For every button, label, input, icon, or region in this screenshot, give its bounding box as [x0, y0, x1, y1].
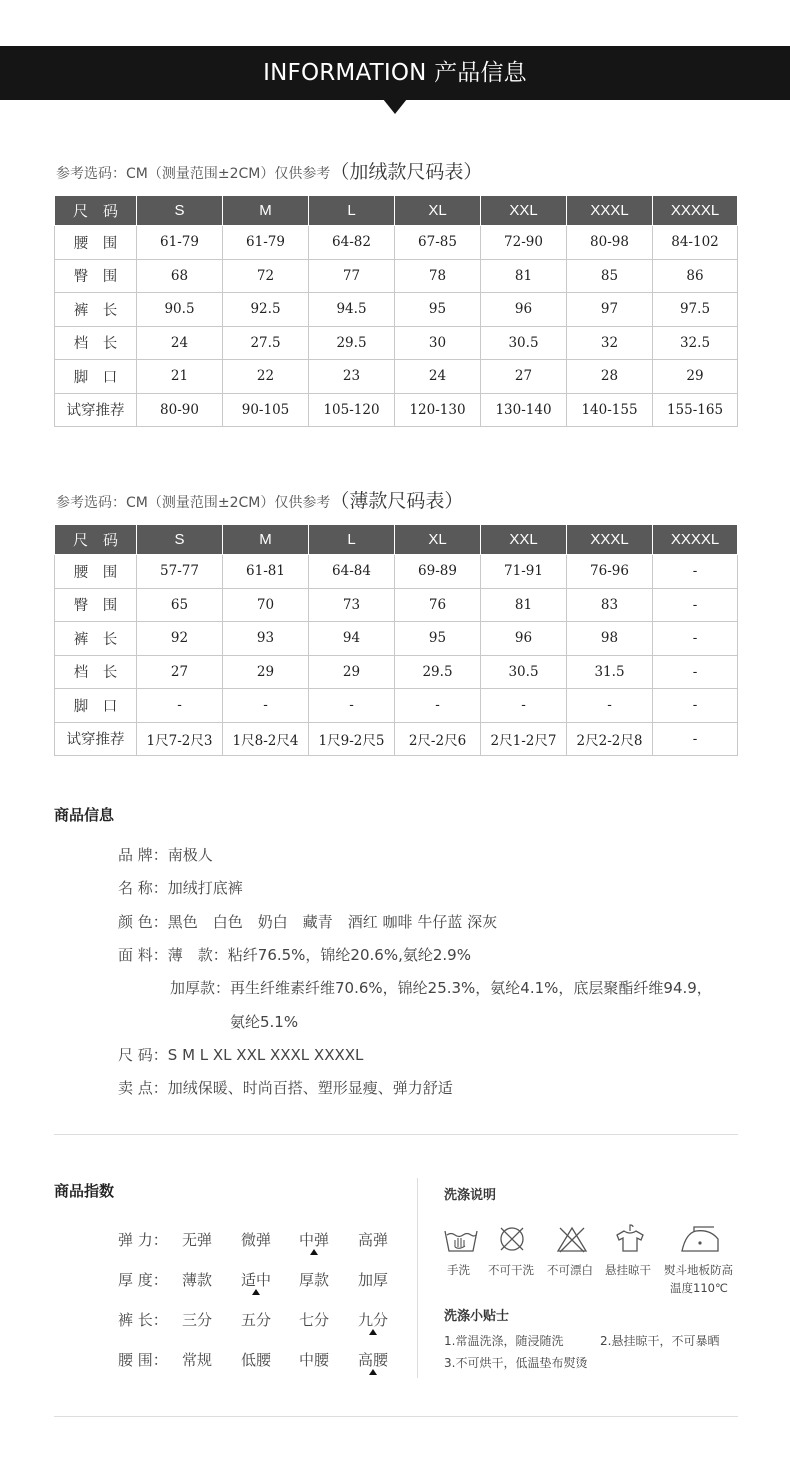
name-value: 加绒打底裤 — [167, 879, 243, 897]
index-option: 中腰 — [299, 1351, 330, 1369]
table-cell: 76 — [395, 588, 481, 622]
table-cell: 92 — [137, 622, 223, 656]
index-option: 厚款 — [299, 1271, 330, 1289]
brand-label: 品 牌： — [118, 846, 168, 864]
bottom-divider — [54, 1416, 738, 1417]
thin-header-row — [55, 525, 738, 555]
table-cell: 96 — [481, 622, 567, 656]
size-col-header: S — [137, 525, 223, 555]
index-label: 厚 度： — [118, 1271, 168, 1289]
index-label: 弹 力： — [118, 1231, 168, 1249]
fleece-caption-title: （加绒款尺码表） — [330, 161, 483, 183]
table-cell: 30.5 — [481, 655, 567, 689]
table-cell: 78 — [395, 259, 481, 293]
wash-tip-2: 2.悬挂晾干，不可暴晒 — [600, 1334, 720, 1348]
info-fabric — [118, 944, 471, 965]
table-cell: - — [481, 689, 567, 723]
table-cell: 90-105 — [223, 393, 309, 427]
size-col-header: XXXL — [567, 196, 653, 226]
index-option: 高腰 — [358, 1351, 389, 1369]
table-row — [55, 722, 738, 756]
selected-marker-icon — [369, 1329, 377, 1335]
table-cell: - — [653, 689, 738, 723]
index-option: 七分 — [299, 1311, 330, 1329]
table-cell: 105-120 — [309, 393, 395, 427]
table-cell: - — [567, 689, 653, 723]
table-cell: 2尺-2尺6 — [395, 722, 481, 756]
table-cell: 57-77 — [137, 555, 223, 589]
table-cell: 27.5 — [223, 326, 309, 360]
table-cell: 130-140 — [481, 393, 567, 427]
no-bleach-label: 不可漂白 — [547, 1263, 593, 1277]
table-cell: 21 — [137, 360, 223, 394]
table-cell: 67-85 — [395, 226, 481, 260]
table-cell: 32.5 — [653, 326, 738, 360]
no-bleach-icon — [556, 1225, 588, 1253]
hang-dry-label: 悬挂晾干 — [605, 1263, 651, 1277]
table-cell: 27 — [137, 655, 223, 689]
table-cell: 81 — [481, 588, 567, 622]
table-cell: 140-155 — [567, 393, 653, 427]
table-cell: 93 — [223, 622, 309, 656]
row-label: 腰 围 — [55, 226, 137, 260]
index-option: 加厚 — [358, 1271, 389, 1289]
index-option: 三分 — [182, 1311, 213, 1329]
table-cell: 73 — [309, 588, 395, 622]
vertical-divider — [417, 1178, 418, 1378]
table-cell: - — [395, 689, 481, 723]
info-name — [118, 877, 243, 898]
info-sizes — [118, 1044, 363, 1065]
index-option: 适中 — [241, 1271, 272, 1289]
thin-caption-title: （薄款尺码表） — [330, 490, 464, 512]
table-cell: 23 — [309, 360, 395, 394]
table-cell: 97.5 — [653, 293, 738, 327]
thin-size-table — [54, 524, 738, 756]
table-cell: 31.5 — [567, 655, 653, 689]
fabric-label: 面 料： — [118, 946, 168, 964]
index-label: 腰 围： — [118, 1351, 168, 1369]
table-cell: - — [653, 588, 738, 622]
info-selling — [118, 1077, 453, 1098]
table-cell: 70 — [223, 588, 309, 622]
table-cell: 83 — [567, 588, 653, 622]
size-col-header: XL — [395, 525, 481, 555]
hand-wash-label: 手洗 — [447, 1263, 470, 1277]
selected-marker-icon — [252, 1289, 260, 1295]
selling-values: 加绒保暖、时尚百搭、塑形显瘦、弹力舒适 — [167, 1079, 453, 1097]
table-cell: 68 — [137, 259, 223, 293]
row-label: 试穿推荐 — [55, 393, 137, 427]
thin-caption-note: 参考选码：CM（测量范围±2CM）仅供参考 — [56, 495, 331, 511]
iron-temp-label: 温度110℃ — [670, 1281, 728, 1295]
row-label: 腰 围 — [55, 555, 137, 589]
table-row — [55, 293, 738, 327]
size-col-header: XXXXL — [653, 525, 738, 555]
table-cell: 90.5 — [137, 293, 223, 327]
wash-tip-1: 1.常温洗涤，随浸随洗 — [444, 1334, 564, 1348]
table-cell: 64-82 — [309, 226, 395, 260]
table-row — [55, 326, 738, 360]
size-corner-header: 尺 码 — [55, 525, 137, 555]
info-colors — [118, 911, 497, 932]
table-row — [55, 689, 738, 723]
table-cell: 80-90 — [137, 393, 223, 427]
iron-label: 熨斗地板防高 — [664, 1263, 733, 1277]
table-row — [55, 622, 738, 656]
table-cell: 1尺8-2尺4 — [223, 722, 309, 756]
table-cell: 29 — [653, 360, 738, 394]
table-cell: 94.5 — [309, 293, 395, 327]
table-cell: 72 — [223, 259, 309, 293]
index-label: 裤 长： — [118, 1311, 168, 1329]
no-dry-clean-label: 不可干洗 — [488, 1263, 534, 1277]
table-cell: 98 — [567, 622, 653, 656]
no-dry-clean-icon — [498, 1225, 526, 1253]
table-cell: 85 — [567, 259, 653, 293]
fleece-header-row — [55, 196, 738, 226]
table-cell: 27 — [481, 360, 567, 394]
table-cell: 24 — [395, 360, 481, 394]
table-cell: 29 — [223, 655, 309, 689]
table-cell: 72-90 — [481, 226, 567, 260]
table-cell: 92.5 — [223, 293, 309, 327]
thin-table-body — [55, 555, 738, 756]
table-row — [55, 360, 738, 394]
table-cell: - — [309, 689, 395, 723]
index-option: 五分 — [241, 1311, 272, 1329]
table-cell: 22 — [223, 360, 309, 394]
table-cell: 71-91 — [481, 555, 567, 589]
table-cell: 2尺1-2尺7 — [481, 722, 567, 756]
table-cell: 29.5 — [395, 655, 481, 689]
table-cell: 80-98 — [567, 226, 653, 260]
table-cell: 65 — [137, 588, 223, 622]
table-cell: - — [137, 689, 223, 723]
index-option: 薄款 — [182, 1271, 213, 1289]
table-cell: 2尺2-2尺8 — [567, 722, 653, 756]
table-cell: 61-79 — [137, 226, 223, 260]
hang-dry-icon — [614, 1223, 646, 1253]
fleece-caption-note: 参考选码：CM（测量范围±2CM）仅供参考 — [56, 166, 331, 182]
size-col-header: M — [223, 196, 309, 226]
brand-value: 南极人 — [167, 846, 213, 864]
selected-marker-icon — [369, 1369, 377, 1375]
wash-title: 洗涤说明 — [444, 1188, 497, 1203]
table-cell: - — [653, 622, 738, 656]
table-row — [55, 655, 738, 689]
table-cell: 32 — [567, 326, 653, 360]
table-cell: 64-84 — [309, 555, 395, 589]
table-cell: 28 — [567, 360, 653, 394]
table-cell: 30 — [395, 326, 481, 360]
hand-wash-icon — [443, 1225, 479, 1253]
size-col-header: S — [137, 196, 223, 226]
section-divider — [54, 1134, 738, 1135]
wash-tip-3: 3.不可烘干，低温垫布熨烫 — [444, 1356, 588, 1370]
table-cell: 30.5 — [481, 326, 567, 360]
table-cell: 96 — [481, 293, 567, 327]
size-col-header: XXL — [481, 525, 567, 555]
size-col-header: XL — [395, 196, 481, 226]
thin-chart-caption — [56, 486, 463, 513]
table-cell: 84-102 — [653, 226, 738, 260]
fabric-thick-line-1: 加厚款：再生纤维素纤维70.6%，锦纶25.3%，氨纶4.1%，底层聚酯纤维94.9， — [170, 979, 712, 997]
table-cell: 61-81 — [223, 555, 309, 589]
size-col-header: L — [309, 196, 395, 226]
table-cell: 29 — [309, 655, 395, 689]
table-cell: 76-96 — [567, 555, 653, 589]
banner-notch — [383, 99, 407, 114]
table-cell: - — [653, 655, 738, 689]
table-row — [55, 393, 738, 427]
table-cell: 86 — [653, 259, 738, 293]
color-values: 黑色 白色 奶白 藏青 酒红 咖啡 牛仔蓝 深灰 — [167, 913, 498, 931]
banner-title: INFORMATION 产品信息 — [263, 60, 527, 86]
table-cell: 1尺9-2尺5 — [309, 722, 395, 756]
size-label: 尺 码： — [118, 1046, 168, 1064]
info-brand — [118, 844, 213, 865]
table-cell: 95 — [395, 622, 481, 656]
size-col-header: XXXXL — [653, 196, 738, 226]
index-option: 微弹 — [241, 1231, 272, 1249]
row-label: 档 长 — [55, 326, 137, 360]
index-option: 中弹 — [299, 1231, 330, 1249]
size-col-header: M — [223, 525, 309, 555]
table-row — [55, 259, 738, 293]
size-col-header: XXL — [481, 196, 567, 226]
fabric-thick-line-2: 氨纶5.1% — [230, 1013, 299, 1031]
table-cell: 120-130 — [395, 393, 481, 427]
index-option: 常规 — [182, 1351, 213, 1369]
table-cell: 97 — [567, 293, 653, 327]
table-cell: 69-89 — [395, 555, 481, 589]
color-label: 颜 色： — [118, 913, 168, 931]
table-row — [55, 226, 738, 260]
row-label: 脚 口 — [55, 689, 137, 723]
table-cell: 1尺7-2尺3 — [137, 722, 223, 756]
size-values: S M L XL XXL XXXL XXXXL — [167, 1046, 364, 1064]
fabric-thin: 薄 款：粘纤76.5%，锦纶20.6%,氨纶2.9% — [167, 946, 471, 964]
table-cell: 155-165 — [653, 393, 738, 427]
row-label: 脚 口 — [55, 360, 137, 394]
table-cell: - — [653, 722, 738, 756]
name-label: 名 称： — [118, 879, 168, 897]
size-corner-header: 尺 码 — [55, 196, 137, 226]
table-cell: 29.5 — [309, 326, 395, 360]
row-label: 臀 围 — [55, 588, 137, 622]
index-option: 无弹 — [182, 1231, 213, 1249]
selected-marker-icon — [310, 1249, 318, 1255]
row-label: 裤 长 — [55, 622, 137, 656]
row-label: 裤 长 — [55, 293, 137, 327]
fleece-size-table — [54, 195, 738, 427]
table-cell: 24 — [137, 326, 223, 360]
table-cell: - — [653, 555, 738, 589]
wash-tips-title: 洗涤小贴士 — [444, 1309, 510, 1324]
size-col-header: L — [309, 525, 395, 555]
table-cell: 94 — [309, 622, 395, 656]
product-info-title: 商品信息 — [54, 806, 115, 824]
table-cell: - — [223, 689, 309, 723]
index-option: 高弹 — [358, 1231, 389, 1249]
row-label: 臀 围 — [55, 259, 137, 293]
table-cell: 77 — [309, 259, 395, 293]
fleece-chart-caption — [56, 157, 482, 184]
size-col-header: XXXL — [567, 525, 653, 555]
table-row — [55, 555, 738, 589]
selling-label: 卖 点： — [118, 1079, 168, 1097]
row-label: 试穿推荐 — [55, 722, 137, 756]
index-option: 低腰 — [241, 1351, 272, 1369]
index-option: 九分 — [358, 1311, 389, 1329]
product-index-title: 商品指数 — [54, 1182, 115, 1200]
iron-icon — [680, 1225, 720, 1253]
row-label: 档 长 — [55, 655, 137, 689]
table-cell: 95 — [395, 293, 481, 327]
table-cell: 81 — [481, 259, 567, 293]
fleece-table-body — [55, 226, 738, 427]
table-row — [55, 588, 738, 622]
table-cell: 61-79 — [223, 226, 309, 260]
